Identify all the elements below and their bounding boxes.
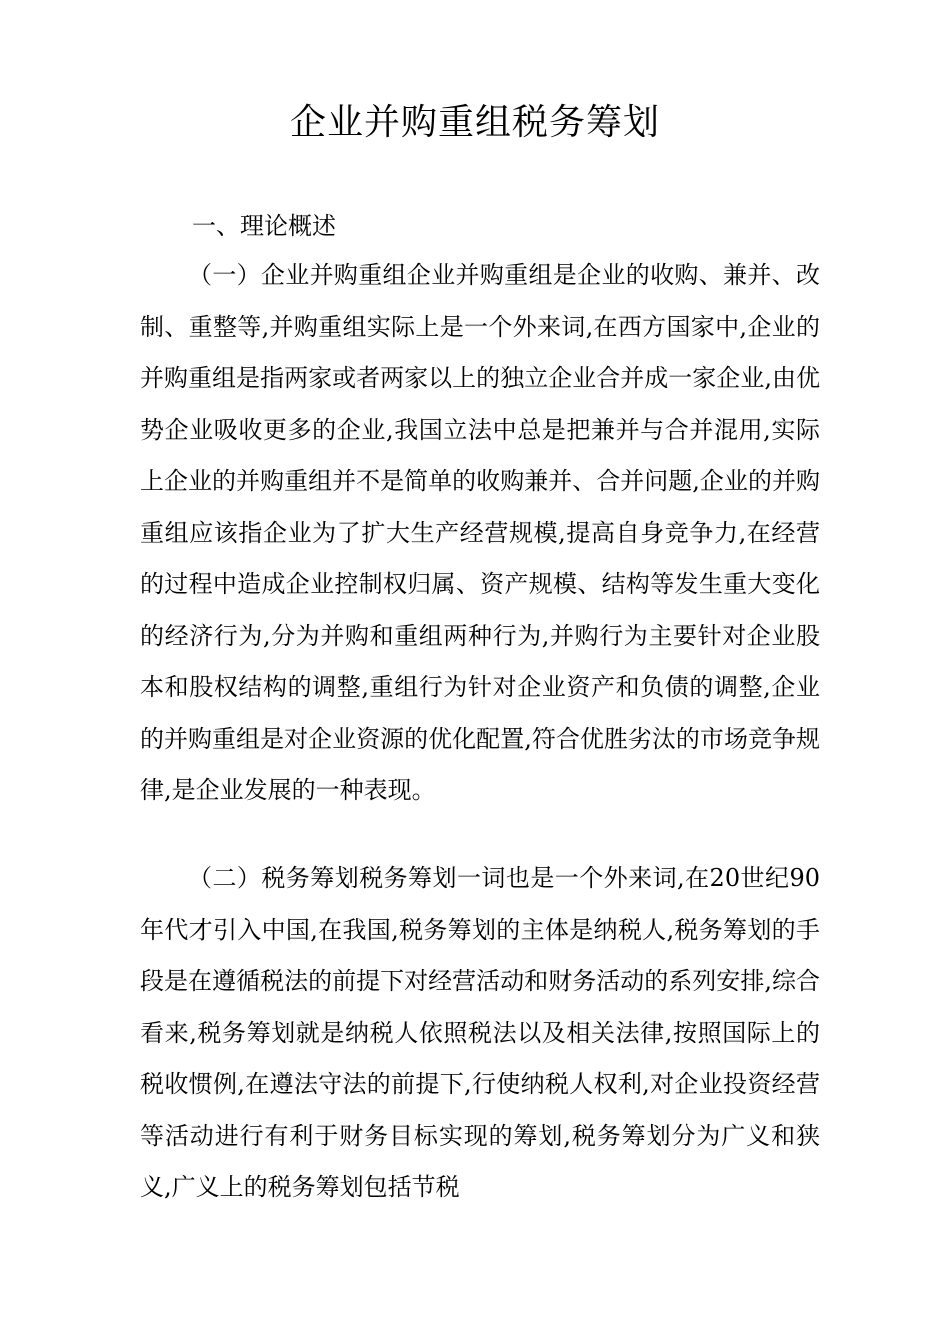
document-title: 企业并购重组税务筹划 <box>289 102 660 143</box>
paragraph-tax-planning: （二）税务筹划税务筹划一词也是一个外来词,在20世纪90年代才引入中国,在我国,税务筹划的主体是纳税人,税务筹划的手段是在遵循税法的前提下对经营活动和财务活动的系列安排,综合看来,税务筹划就是纳税人依照税法以及相关法律,按照国际上的税收惯例,在遵法守法的前提下,行使纳税人权利,对企业投资经营等活动进行有利于财务目标实现的筹划,税务筹划分为广义和狭义,广义上的税务筹划包括节税 <box>140 864 820 1201</box>
paragraph-merger-overview: （一）企业并购重组企业并购重组是企业的收购、兼并、改制、重整等,并购重组实际上是一个外来词,在西方国家中,企业的并购重组是指两家或者两家以上的独立企业合并成一家企业,由优势企业吸收更多的企业,我国立法中总是把兼并与合并混用,实际上企业的并购重组并不是简单的收购兼并、合并问题,企业的并购重组应该指企业为了扩大生产经营规模,提高自身竞争力,在经营的过程中造成企业控制权归属、资产规模、结构等发生重大变化的经济行为,分为并购和重组两种行为,并购行为主要针对企业股本和股权结构的调整,重组行为针对企业资产和负债的调整,企业的并购重组是对企业资源的优化配置,符合优胜劣汰的市场竞争规律,是企业发展的一种表现。 <box>140 261 820 804</box>
section-heading: 一、理论概述 <box>192 212 336 240</box>
